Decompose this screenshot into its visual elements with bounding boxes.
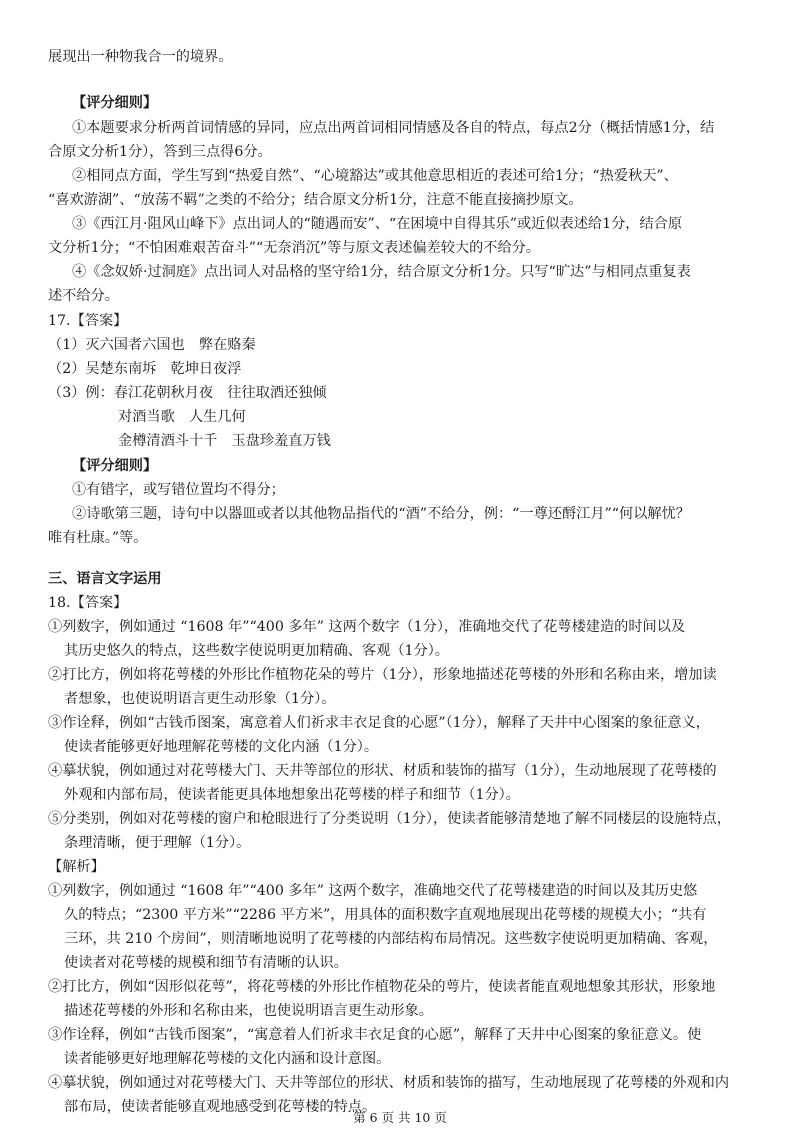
text-line: 唯有杜康。”等。 — [48, 530, 148, 546]
text-line: ①列数字，例如通过 “1608 年”“400 多年” 这两个数字（1分），准确地交代了花萼楼建造的时间以及 — [48, 619, 686, 635]
text-line: ③《西江月·阻风山峰下》点出词人的“随遇而安”、“在困境中自得其乐”或近似表述给1分，结合原 — [72, 216, 683, 232]
page-footer: 第 6 页 共 10 页 — [353, 1110, 447, 1125]
text-line: 【评分细则】 — [72, 458, 158, 474]
text-line: 使读者对花萼楼的规模和细节有清晰的认识。 — [64, 955, 348, 971]
text-line: 展现出一种物我合一的境界。 — [48, 49, 233, 65]
text-line: 读者能够更好地理解花萼楼的文化内涵和设计意图。 — [64, 1051, 391, 1067]
text-line: 其历史悠久的特点，这些数字使说明更加精确、客观（1分）。 — [64, 643, 449, 659]
text-line: “喜欢游湖”、“放荡不羁”之类的不给分；结合原文分析1分，注意不能直接摘抄原文。 — [48, 192, 583, 208]
text-line: 文分析1分；“不怕困难艰苦奋斗”“无奈消沉”等与原文表述偏差较大的不给分。 — [48, 240, 541, 256]
text-line: ③作诠释，例如“古钱币图案，寓意着人们祈求丰衣足食的心愿”（1分），解释了天井中心图案的象征意义， — [48, 715, 710, 731]
text-line: 述不给分。 — [48, 288, 119, 304]
text-line: ②诗歌第三题，诗句中以器皿或者以其他物品指代的“酒”不给分，例：“一尊还酹江月”“何以解忧？ — [72, 506, 690, 522]
text-line: ②打比方，例如“因形似花萼”，将花萼楼的外形比作植物花朵的萼片，使读者能直观地想象其形状，形象地 — [48, 979, 716, 995]
text-line: 部布局，使读者能够直观地感受到花萼楼的特点。 — [64, 1099, 377, 1115]
text-line: 三、语言文字运用 — [48, 571, 162, 587]
text-line: ④摹状貌，例如通过对花萼楼大门、天井等部位的形状、材质和装饰的描写（1分），生动地展现了花萼楼的 — [48, 763, 717, 779]
text-line: 【评分细则】 — [72, 95, 158, 111]
text-line: （2）吴楚东南坼 乾坤日夜浮 — [48, 361, 242, 377]
text-line: ⑤分类别，例如对花萼楼的窗户和枪眼进行了分类说明（1分），使读者能够清楚地了解不同楼层的设施特点， — [48, 811, 731, 827]
text-line: 者想象，也使说明语言更生动形象（1分）。 — [64, 691, 336, 707]
text-line: 17.【答案】 — [48, 313, 128, 329]
text-line: 18.【答案】 — [48, 595, 128, 611]
text-line: 久的特点；“2300 平方米”“2286 平方米”，用具体的面积数字直观地展现出花萼楼的规模大小；“共有 — [64, 907, 707, 923]
text-line: ①有错字，或写错位置均不得分； — [72, 482, 285, 498]
text-line: ②打比方，例如将花萼楼的外形比作植物花朵的萼片（1分），形象地描述花萼楼的外形和名称由来，增加读 — [48, 667, 717, 683]
text-line: ③作诠释，例如“古钱币图案”，“寓意着人们祈求丰衣足食的心愿”，解释了天井中心图案的象征意义。使 — [48, 1027, 702, 1043]
text-line: 描述花萼楼的外形和名称由来，也使说明语言更生动形象。 — [64, 1003, 433, 1019]
text-line: ①列数字，例如通过 “1608 年”“400 多年” 这两个数字，准确地交代了花萼楼建造的时间以及其历史悠 — [48, 883, 698, 899]
text-line: 三环，共 210 个房间”，则清晰地说明了花萼楼的内部结构布局情况。这些数字使说明更加精确、客观， — [64, 931, 718, 947]
text-line: ②相同点方面，学生写到“热爱自然”、“心境豁达”或其他意思相近的表述可给1分；“热爱秋天”、 — [72, 168, 678, 184]
text-line: 【解析】 — [48, 859, 105, 875]
text-line: ④《念奴娇·过洞庭》点出词人对品格的坚守给1分，结合原文分析1分。只写“旷达”与相同点重复表 — [72, 264, 691, 280]
text-line: （1）灭六国者六国也 弊在赂秦 — [48, 337, 256, 353]
text-line: 合原文分析1分），答到三点得6分。 — [48, 144, 272, 160]
text-line: 使读者能够更好地理解花萼楼的文化内涵（1分）。 — [64, 739, 379, 755]
text-line: ①本题要求分析两首词情感的异同，应点出两首词相同情感及各自的特点，每点2分（概括情感1分，结 — [72, 120, 715, 136]
text-line: 金樽清酒斗十千 玉盘珍羞直万钱 — [118, 433, 331, 449]
text-line: ④摹状貌，例如通过对花萼楼大门、天井等部位的形状、材质和装饰的描写，生动地展现了花萼楼的外观和内 — [48, 1075, 730, 1091]
text-line: （3）例：春江花朝秋月夜 往往取酒还独倾 — [48, 385, 327, 401]
text-line: 对酒当歌 人生几何 — [118, 409, 246, 425]
text-line: 条理清晰，便于理解（1分）。 — [64, 835, 251, 851]
text-line: 外观和内部布局，使读者能更具体地想象出花萼楼的样子和细节（1分）。 — [64, 787, 520, 803]
